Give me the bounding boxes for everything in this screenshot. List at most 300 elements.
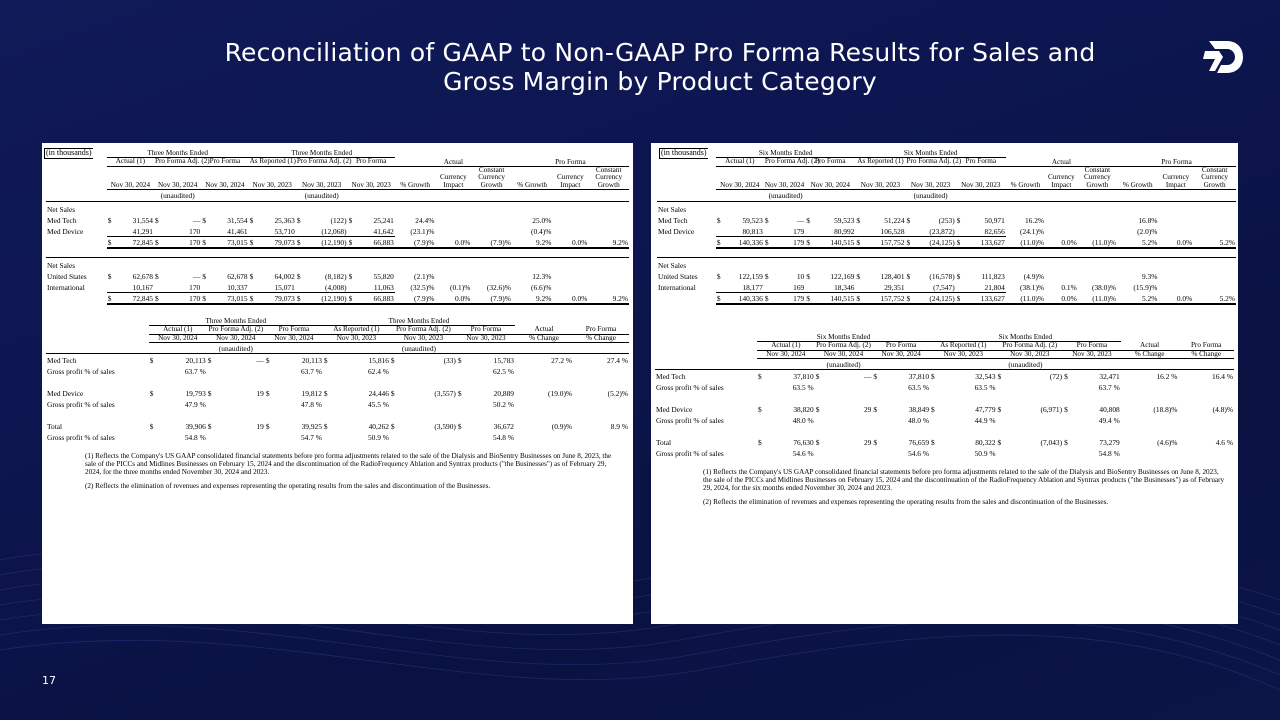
table-cell (805, 225, 814, 236)
table-cell (390, 398, 399, 409)
table-cell: (3,590) (434, 421, 456, 431)
table-cell: (12,190) (305, 237, 348, 248)
date-header: Constant Currency Growth (588, 166, 629, 190)
table-cell: — (824, 370, 873, 381)
table-cell: $ (764, 237, 773, 248)
table-cell (46, 293, 107, 304)
table-cell: 20,889 (493, 388, 514, 398)
table-cell: 40,262 (368, 421, 389, 431)
table-cell (216, 365, 265, 376)
date-header: Nov 30, 2024 (805, 166, 855, 190)
group-header: Actual (395, 158, 512, 167)
table-cell (824, 414, 873, 425)
table-cell: 62,678 (227, 272, 248, 282)
column-header: Pro Forma (457, 326, 515, 335)
table-cell: $ (716, 237, 725, 248)
table-cell: $ (207, 388, 212, 398)
table-cell (399, 398, 457, 409)
table-cell: 62.4 % (367, 366, 389, 376)
table-cell: $ (997, 404, 1002, 414)
table-cell: 54.8 % (493, 432, 514, 442)
table-cell (956, 281, 965, 292)
table-cell: United States (658, 272, 698, 282)
table-cell: 63.7 % (300, 366, 322, 376)
table-cell (149, 365, 158, 376)
table-cell: $ (906, 237, 915, 248)
table-cell: $ (805, 237, 814, 248)
table-cell: (24,125) (914, 293, 955, 304)
table-cell: 9.2% (512, 237, 553, 248)
gross-margin-table (46, 317, 629, 442)
table-cell: (0.1)% (450, 283, 471, 293)
table-cell (1158, 214, 1193, 225)
table-cell: 18,177 (725, 281, 764, 292)
column-header: Pro Forma (1063, 342, 1121, 351)
table-cell: 63.7 % (184, 366, 206, 376)
table-cell (1178, 447, 1234, 458)
table-cell: (11.0)% (1078, 293, 1117, 304)
table-cell: 64,002 (274, 272, 295, 282)
table-cell (1121, 414, 1179, 425)
table-cell (435, 225, 471, 236)
table-row (657, 270, 1236, 281)
footnote-2: (2) Reflects the elimination of revenues and expenses representing the operating results from the sales and discontinuation of the Businesses. (85, 481, 491, 490)
table-cell: 0.0% (1158, 293, 1193, 304)
table-cell: $ (764, 216, 769, 226)
table-cell: 47,779 (975, 404, 996, 414)
table-cell: 31,554 (227, 216, 248, 226)
date-header: Nov 30, 2024 (207, 334, 265, 343)
date-header: Nov 30, 2024 (872, 350, 930, 359)
table-cell (588, 281, 629, 292)
table-cell: 133,627 (964, 293, 1005, 304)
date-header: % Change (1121, 350, 1179, 359)
table-cell (216, 431, 265, 442)
date-header: Nov 30, 2024 (757, 350, 815, 359)
table-cell: (11.0)% (1006, 293, 1045, 304)
table-cell: 80,992 (814, 225, 855, 236)
table-cell: 76,630 (793, 437, 814, 447)
column-header: Pro Forma Adj. (2) (208, 325, 264, 334)
table-row (655, 381, 1234, 392)
table-cell (107, 281, 116, 292)
table-cell: $ (249, 216, 254, 226)
table-cell: (7,043) (1040, 437, 1063, 447)
unaudited-label: (unaudited) (1008, 360, 1043, 370)
table-cell: $ (764, 293, 773, 304)
table-cell: 0.0% (552, 237, 588, 248)
table-row (655, 403, 1234, 414)
table-row (657, 214, 1236, 225)
table-cell: (11.0)% (1078, 237, 1117, 248)
table-row (46, 214, 629, 225)
table-cell (207, 398, 216, 409)
slide-title-line-1: Reconciliation of GAAP to Non-GAAP Pro Forma Results for Sales and (224, 38, 1096, 67)
table-cell: (38.0)% (1091, 283, 1116, 293)
table-cell: International (47, 283, 85, 293)
table-cell: $ (997, 437, 1002, 447)
table-cell: 80,322 (975, 437, 996, 447)
table-cell: $ (107, 237, 116, 248)
table-cell: $ (265, 388, 270, 398)
table-cell (323, 431, 332, 442)
table-cell: — (216, 354, 265, 365)
group-header: Three Months Ended (323, 317, 515, 326)
table-cell: (7,547) (914, 281, 955, 292)
table-cell: 19,812 (301, 388, 322, 398)
table-cell: (11.0)% (1006, 237, 1045, 248)
table-cell: $ (873, 404, 878, 414)
column-header: Pro Forma (265, 326, 323, 335)
table-cell: 157,752 (864, 237, 905, 248)
table-cell: $ (956, 237, 965, 248)
table-cell: 54.8 % (184, 432, 206, 442)
table-cell (154, 225, 163, 236)
table-cell (399, 431, 457, 442)
table-cell: (253) (938, 216, 955, 226)
group-header: Six Months Ended (716, 149, 856, 158)
table-cell: $ (997, 370, 1006, 381)
table-cell: $ (758, 437, 762, 447)
date-header: Constant Currency Growth (471, 166, 512, 190)
table-cell: $ (249, 272, 254, 282)
table-row (655, 370, 1234, 381)
table-cell: $ (906, 272, 911, 282)
table-cell (1045, 225, 1078, 236)
table-cell: 73,015 (210, 237, 248, 248)
table-cell (265, 365, 274, 376)
table-cell: Med Device (656, 404, 693, 414)
table-cell: 25.0% (532, 216, 552, 226)
table-cell: $ (956, 272, 961, 282)
table-cell: $ (107, 272, 112, 282)
table-cell: $ (296, 272, 301, 282)
table-cell: (16,578) (929, 272, 955, 282)
table-cell: 59,523 (834, 216, 855, 226)
table-cell: 19 (256, 421, 264, 431)
table-cell (390, 365, 399, 376)
table-cell: 62.5 % (493, 366, 514, 376)
table-cell: 54.6 % (908, 448, 930, 458)
section-label: Net Sales (657, 257, 1236, 270)
date-header: Nov 30, 2024 (265, 334, 323, 343)
table-cell: 15,783 (466, 354, 515, 365)
column-header: Pro Forma (573, 326, 629, 335)
table-cell (1045, 214, 1078, 225)
table-cell (855, 225, 864, 236)
group-header: Pro Forma (1117, 158, 1236, 167)
table-cell: Med Tech (47, 216, 77, 226)
date-header: Nov 30, 2024 (764, 166, 805, 190)
table-cell: 39,925 (301, 421, 322, 431)
table-cell: 53,710 (258, 225, 296, 236)
date-header: Nov 30, 2023 (390, 334, 457, 343)
table-cell: $ (390, 388, 395, 398)
date-header: Nov 30, 2023 (296, 166, 348, 190)
table-cell: 47.9 % (184, 399, 206, 409)
table-cell: Total (656, 437, 672, 447)
table-cell: 54.7 % (300, 432, 322, 442)
table-cell: (8,182) (325, 272, 347, 282)
table-cell: (24,125) (914, 237, 955, 248)
date-header: Nov 30, 2023 (956, 166, 1006, 190)
table-cell: 63.5 % (974, 382, 996, 392)
table-cell (296, 281, 305, 292)
column-header: Pro Forma Adj. (2) (997, 342, 1064, 351)
table-cell (348, 281, 357, 292)
table-cell: (122) (330, 216, 347, 226)
table-cell: 11,063 (357, 281, 395, 292)
table-cell: (4,008) (305, 281, 348, 292)
table-cell (1121, 447, 1179, 458)
date-header: Nov 30, 2024 (201, 166, 248, 190)
table-cell: (3,557) (434, 388, 456, 398)
date-header: % Growth (1117, 166, 1158, 190)
table-cell: 157,752 (864, 293, 905, 304)
table-row (46, 420, 629, 431)
gross-margin-table (655, 333, 1234, 458)
table-cell: 16.2 % (1121, 370, 1179, 381)
date-header: Nov 30, 2024 (149, 334, 207, 343)
table-row (46, 365, 629, 376)
table-cell: $ (758, 404, 762, 414)
table-cell (815, 381, 824, 392)
table-cell (815, 447, 824, 458)
table-cell: $ (956, 293, 965, 304)
date-header: Nov 30, 2023 (348, 166, 395, 190)
table-cell (249, 225, 258, 236)
table-cell: 9.2% (588, 293, 629, 304)
table-cell (399, 365, 457, 376)
table-cell (207, 365, 216, 376)
date-header: Nov 30, 2023 (855, 166, 905, 190)
table-cell: United States (47, 272, 87, 282)
table-cell: $ (856, 272, 861, 282)
table-cell: 8.9 % (610, 421, 628, 431)
table-cell: (0.4)% (531, 227, 552, 237)
table-cell (757, 447, 766, 458)
table-cell: 62,678 (132, 272, 153, 282)
table-cell: $ (149, 421, 154, 431)
table-cell: $ (107, 293, 116, 304)
table-cell (757, 381, 766, 392)
table-row-total (46, 237, 629, 248)
table-cell: (23,872) (914, 225, 955, 236)
left-reconciliation-panel (42, 143, 633, 624)
table-cell: 63.7 % (1098, 382, 1120, 392)
unaudited-label: (unaudited) (304, 191, 339, 201)
table-cell: 29 (863, 404, 872, 414)
table-cell (348, 225, 357, 236)
table-cell: 50.9 % (974, 448, 996, 458)
table-cell: $ (348, 216, 353, 226)
table-cell (764, 225, 773, 236)
table-cell: 50.2 % (493, 399, 514, 409)
table-cell: 47.8 % (300, 399, 322, 409)
table-cell (1193, 281, 1236, 292)
table-cell: 51,224 (884, 216, 905, 226)
table-cell (1158, 270, 1193, 281)
table-cell: $ (348, 272, 353, 282)
table-cell: (18.8)% (1153, 404, 1178, 414)
table-cell (1005, 447, 1063, 458)
table-cell: (19.0)% (548, 388, 573, 398)
table-cell: $ (323, 421, 328, 431)
table-cell: $ (323, 354, 332, 365)
table-cell (457, 398, 466, 409)
table-cell: 50.9 % (367, 432, 389, 442)
table-cell: $ (716, 272, 721, 282)
table-cell: $ (805, 293, 814, 304)
table-cell: 140,336 (725, 237, 764, 248)
table-cell (930, 414, 939, 425)
table-cell: (7.9)% (395, 237, 436, 248)
group-header: Six Months Ended (930, 333, 1121, 342)
table-cell (1078, 270, 1117, 281)
table-cell (515, 365, 573, 376)
table-cell: 140,515 (814, 293, 855, 304)
table-cell (997, 414, 1006, 425)
table-cell: 82,656 (964, 225, 1005, 236)
table-cell: $ (873, 437, 878, 447)
table-cell: 170 (163, 281, 201, 292)
table-cell (107, 225, 116, 236)
table-cell: $ (155, 216, 159, 226)
table-cell: 45.5 % (367, 399, 389, 409)
table-cell: $ (457, 354, 466, 365)
table-cell: 179 (773, 237, 806, 248)
table-cell: $ (855, 293, 864, 304)
unaudited-label: (unaudited) (768, 191, 803, 201)
table-cell: (5.2)% (607, 388, 628, 398)
table-cell: Gross profit % of sales (656, 415, 724, 425)
date-header: % Change (515, 334, 573, 343)
column-header: Actual (1) (149, 326, 207, 335)
table-cell (515, 431, 573, 442)
table-cell (657, 237, 716, 248)
table-cell: 18,346 (814, 281, 855, 292)
table-cell: $ (265, 354, 274, 365)
table-cell (296, 225, 305, 236)
table-cell: (23.1)% (410, 227, 435, 237)
table-cell (1178, 381, 1234, 392)
table-cell: $ (390, 421, 395, 431)
table-cell: $ (906, 293, 915, 304)
table-cell (956, 225, 965, 236)
table-cell: 73,279 (1099, 437, 1120, 447)
table-cell: 0.0% (435, 237, 471, 248)
column-header: Pro Forma Adj. (2) (764, 157, 820, 166)
page-number: 17 (42, 674, 56, 687)
table-cell: 38,820 (793, 404, 814, 414)
table-cell: 12.3% (532, 272, 552, 282)
table-cell: — (192, 272, 201, 282)
date-header: % Change (573, 334, 629, 343)
table-cell: 27.4 % (573, 354, 629, 365)
date-header: Nov 30, 2023 (906, 166, 956, 190)
table-row-total (657, 293, 1236, 304)
table-cell (930, 447, 939, 458)
column-header: Actual (1121, 342, 1179, 351)
table-row (46, 398, 629, 409)
table-row (46, 431, 629, 442)
column-header: Actual (515, 326, 573, 335)
footnote-1: (1) Reflects the Company's US GAAP consolidated financial statements before pro forma adjustments related to the sale of the Dialysis and BioSentry Businesses on June 8, 2023, the sale of the PICCs and Midlines Businesses on February 15, 2024 and the discontinuation of the RadioFrequency Ablation and Syntrax products ("the Businesses") as of February 29, 2024, for the six months ended November 30, 2024 and 2023. (703, 467, 1225, 493)
table-cell: $ (249, 237, 258, 248)
table-cell: 36,672 (493, 421, 514, 431)
table-row-total (46, 293, 629, 304)
table-cell: (0.9)% (551, 421, 573, 431)
table-cell: Gross profit % of sales (656, 382, 724, 392)
table-cell: 140,336 (725, 293, 764, 304)
table-cell: — (192, 216, 201, 226)
table-cell (757, 414, 766, 425)
date-header: Nov 30, 2023 (997, 350, 1064, 359)
table-cell: 10,337 (210, 281, 248, 292)
table-cell: (7.9)% (471, 293, 512, 304)
table-cell: 0.0% (1045, 293, 1078, 304)
table-cell: 179 (773, 225, 806, 236)
table-cell (588, 214, 629, 225)
table-cell: $ (154, 293, 163, 304)
footnote-1: (1) Reflects the Company's US GAAP consolidated financial statements before pro forma adjustments related to the sale of the Dialysis and BioSentry Businesses on June 8, 2023, the sale of the PICCs and Midlines Businesses on February 15, 2024 and the discontinuation of the RadioFrequency Ablation and Syntrax products ("the Businesses") as of February 29, 2024, for the three months ended November 30, 2024 and 2023. (85, 451, 612, 477)
table-cell (872, 414, 881, 425)
table-cell: $ (815, 404, 820, 414)
table-cell (764, 281, 773, 292)
section-label: Net Sales (46, 257, 629, 270)
table-cell: 24,446 (368, 388, 389, 398)
date-header: Nov 30, 2024 (107, 166, 154, 190)
date-header: Currency Impact (435, 166, 471, 190)
table-cell: $ (201, 293, 210, 304)
table-cell: Med Device (658, 227, 695, 237)
column-header: Pro Forma (201, 158, 248, 167)
table-cell: 9.2% (588, 237, 629, 248)
table-cell: $ (1063, 370, 1072, 381)
table-cell (1158, 225, 1193, 236)
group-header: Three Months Ended (149, 317, 323, 326)
table-cell: $ (348, 237, 357, 248)
table-cell: 128,401 (880, 272, 905, 282)
table-cell: 25,363 (274, 216, 295, 226)
slide-title (180, 38, 1140, 96)
right-reconciliation-panel (651, 143, 1238, 624)
table-cell: 5.2% (1193, 293, 1236, 304)
table-cell: $ (202, 272, 206, 282)
table-cell: 37,810 (881, 370, 930, 381)
table-cell: 5.2% (1193, 237, 1236, 248)
column-header: Pro Forma Adj. (2) (816, 341, 871, 350)
table-cell: 29 (863, 437, 872, 447)
table-cell: $ (207, 421, 212, 431)
table-cell (207, 431, 216, 442)
table-cell (1005, 381, 1063, 392)
table-cell (716, 281, 725, 292)
table-cell: 169 (773, 281, 806, 292)
column-header: As Reported (1) (857, 157, 904, 166)
table-cell: 80,813 (725, 225, 764, 236)
date-header: Nov 30, 2024 (716, 166, 764, 190)
column-header: Pro Forma (805, 158, 855, 167)
table-cell (1078, 214, 1117, 225)
table-cell: $ (457, 388, 462, 398)
table-cell: $ (764, 272, 769, 282)
table-cell (552, 214, 588, 225)
table-cell: $ (202, 216, 206, 226)
table-cell: 55,820 (373, 272, 394, 282)
table-cell (457, 365, 466, 376)
table-cell (1193, 225, 1236, 236)
